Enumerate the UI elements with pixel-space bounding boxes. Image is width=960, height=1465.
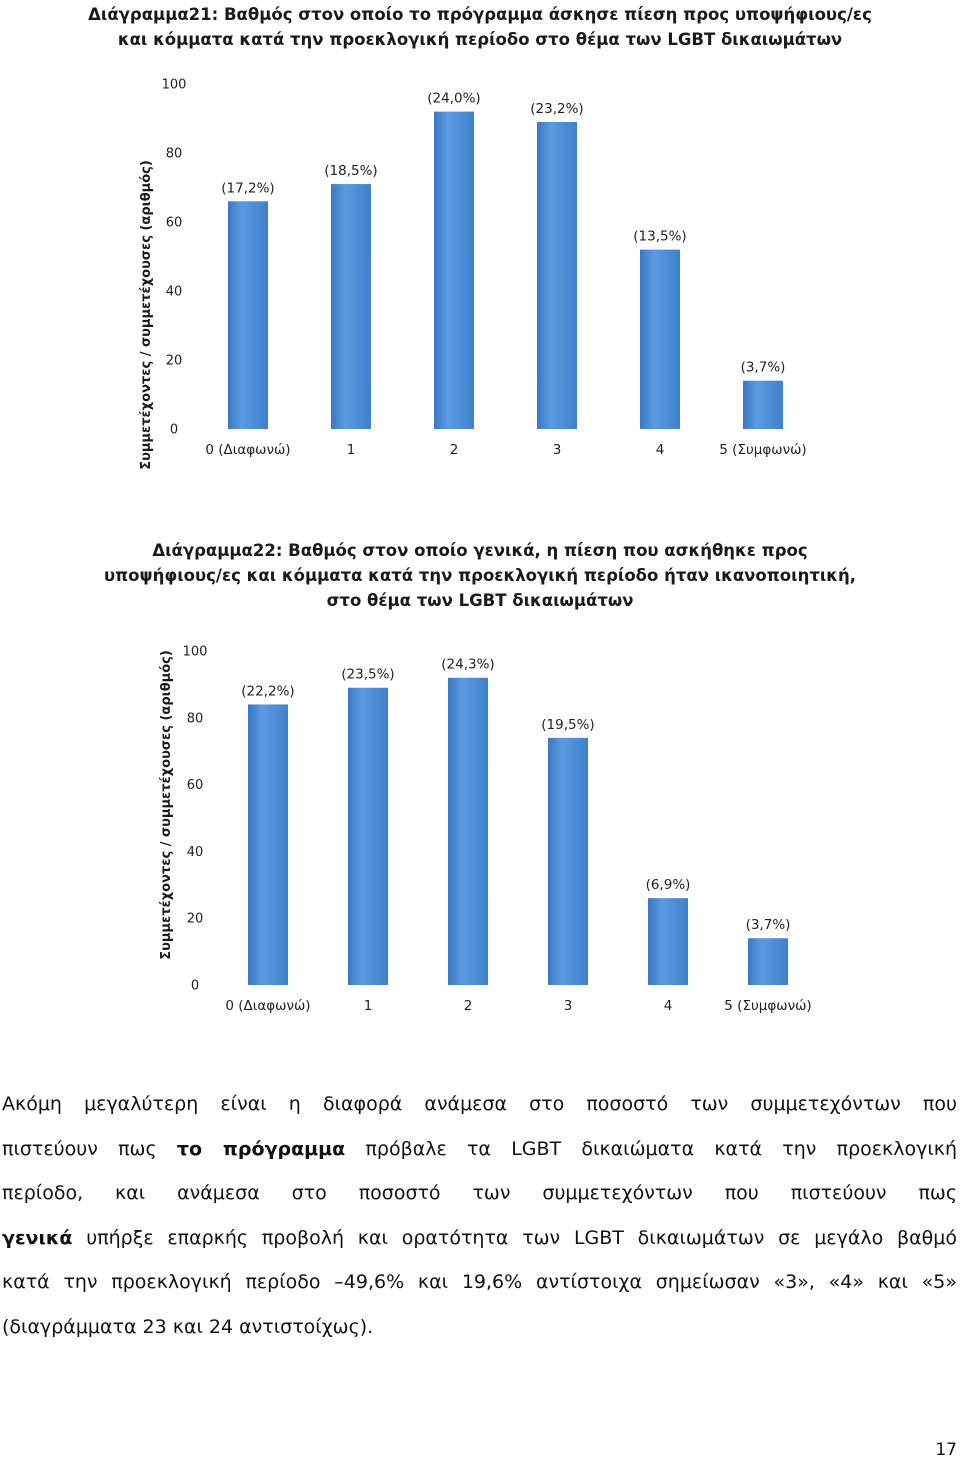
chart22-title-line-2: υποψήφιους/ες και κόμματα κατά την προεκλογική περίοδο ήταν ικανοποιητική, xyxy=(103,566,857,585)
chart22-y-tick-40: 40 xyxy=(186,844,204,860)
chart22-bar-5 xyxy=(748,938,788,985)
paragraph-line-1: Ακόμη μεγαλύτερη είναι η διαφορά ανάμεσα στο ποσοστό των συμμετεχόντων που xyxy=(2,1093,957,1115)
chart22-bar-1 xyxy=(348,688,388,985)
paragraph-line-5: κατά την προεκλογική περίοδο –49,6% και 19,6% αντίστοιχα σημείωσαν «3», «4» και «5» xyxy=(2,1271,957,1293)
chart21-y-tick-0: 0 xyxy=(169,422,179,438)
chart21-bar-0 xyxy=(228,201,268,429)
chart22-y-tick-60: 60 xyxy=(186,778,204,794)
paragraph-emphasis-general: γενικά xyxy=(2,1226,73,1249)
chart22-data-label-4: (6,9%) xyxy=(645,877,691,894)
chart21-category-label-4: 4 xyxy=(655,442,665,458)
chart22-title-line-1: Διάγραμμα22: Βαθμός στον οποίο γενικά, η πίεση που ασκήθηκε προς xyxy=(152,541,808,560)
paragraph-emphasis-program: το πρόγραμμα xyxy=(176,1137,346,1160)
chart22-category-label-4: 4 xyxy=(663,998,673,1014)
chart21-data-label-0: (17,2%) xyxy=(221,180,275,197)
chart22-y-tick-100: 100 xyxy=(182,644,208,660)
paragraph-line-4-end: υπήρξε επαρκής προβολή και ορατότητα των LGBT δικαιωμάτων σε μεγάλο βαθμό xyxy=(86,1226,957,1249)
chart22-category-labels xyxy=(225,998,811,1014)
chart21-category-label-0: 0 (Διαφωνώ) xyxy=(205,442,291,458)
chart21-title-line-2: και κόμματα κατά την προεκλογική περίοδο στο θέμα των LGBT δικαιωμάτων xyxy=(117,30,843,49)
chart22-data-label-5: (3,7%) xyxy=(745,917,791,934)
chart22-data-label-1: (23,5%) xyxy=(341,666,395,683)
chart22-category-label-5: 5 (Συμφωνώ) xyxy=(724,998,812,1014)
paragraph-line-2 xyxy=(2,1127,957,1172)
chart21-bars xyxy=(228,112,783,429)
chart22-data-label-2: (24,3%) xyxy=(441,656,495,673)
chart21-y-tick-100: 100 xyxy=(161,77,187,93)
chart22-bar-3 xyxy=(548,738,588,985)
chart21-bar-3 xyxy=(537,122,577,429)
chart21-bar-2 xyxy=(434,112,474,429)
body-paragraph xyxy=(2,1082,957,1349)
chart21-category-label-3: 3 xyxy=(552,442,562,458)
chart21-data-label-4: (13,5%) xyxy=(633,228,687,245)
chart22-category-label-3: 3 xyxy=(563,998,573,1014)
chart21-category-label-5: 5 (Συμφωνώ) xyxy=(719,442,807,458)
chart21-bar-5 xyxy=(743,381,783,429)
chart22-y-axis-title: Συμμετέχοντες / συμμετέχουσες (αριθμός) xyxy=(159,650,174,960)
chart22-bar-0 xyxy=(248,704,288,985)
chart21-y-ticks xyxy=(162,78,187,438)
chart22-bar-2 xyxy=(448,678,488,985)
chart21-data-labels xyxy=(221,91,785,376)
chart21-data-label-5: (3,7%) xyxy=(740,359,786,376)
paragraph-line-3: περίοδο, και ανάμεσα στο ποσοστό των συμμετεχόντων που πιστεύουν πως xyxy=(2,1182,957,1204)
chart21-category-label-2: 2 xyxy=(449,442,459,458)
chart22-title xyxy=(0,538,960,613)
chart21-y-tick-60: 60 xyxy=(165,215,183,231)
chart21-bar-1 xyxy=(331,184,371,429)
chart21-y-tick-80: 80 xyxy=(165,146,183,162)
chart21-title xyxy=(0,2,960,52)
chart22-category-label-0: 0 (Διαφωνώ) xyxy=(225,998,311,1014)
chart22-bar-chart xyxy=(0,640,960,1040)
chart22-bar-4 xyxy=(648,898,688,985)
chart22-data-labels xyxy=(241,657,790,934)
chart21-bar-chart xyxy=(0,70,960,470)
chart22-y-tick-20: 20 xyxy=(186,911,204,927)
chart21-y-tick-40: 40 xyxy=(165,284,183,300)
chart21-title-line-1: Διάγραμμα21: Βαθμός στον οποίο το πρόγραμμα άσκησε πίεση προς υποψήφιους/ες xyxy=(88,5,872,24)
chart21-data-label-1: (18,5%) xyxy=(324,163,378,180)
chart22-category-label-1: 1 xyxy=(363,998,373,1014)
chart21-category-labels xyxy=(205,442,806,458)
chart22-title-line-3: στο θέμα των LGBT δικαιωμάτων xyxy=(326,591,634,610)
page-number: 17 xyxy=(935,1440,957,1460)
chart22-data-label-3: (19,5%) xyxy=(541,716,595,733)
chart22-data-label-0: (22,2%) xyxy=(241,683,295,700)
chart22-category-label-2: 2 xyxy=(463,998,473,1014)
paragraph-line-6: (διαγράμματα 23 και 24 αντιστοίχως). xyxy=(2,1315,374,1338)
chart22-bars xyxy=(248,678,788,985)
chart21-y-tick-20: 20 xyxy=(165,353,183,369)
paragraph-line-4 xyxy=(2,1216,957,1261)
chart22-y-ticks xyxy=(183,645,208,994)
paragraph-line-2-end: πρόβαλε τα LGBT δικαιώματα κατά την προεκλογική xyxy=(365,1137,958,1160)
chart21-y-axis-title: Συμμετέχοντες / συμμετέχουσες (αριθμός) xyxy=(139,160,154,470)
chart21-data-label-2: (24,0%) xyxy=(427,90,481,107)
chart21-category-label-1: 1 xyxy=(346,442,356,458)
paragraph-line-2-start: πιστεύουν πως xyxy=(2,1137,157,1160)
chart21-data-label-3: (23,2%) xyxy=(530,100,584,117)
chart22-y-tick-0: 0 xyxy=(190,978,200,994)
chart22-y-tick-80: 80 xyxy=(186,711,204,727)
chart21-bar-4 xyxy=(640,250,680,429)
